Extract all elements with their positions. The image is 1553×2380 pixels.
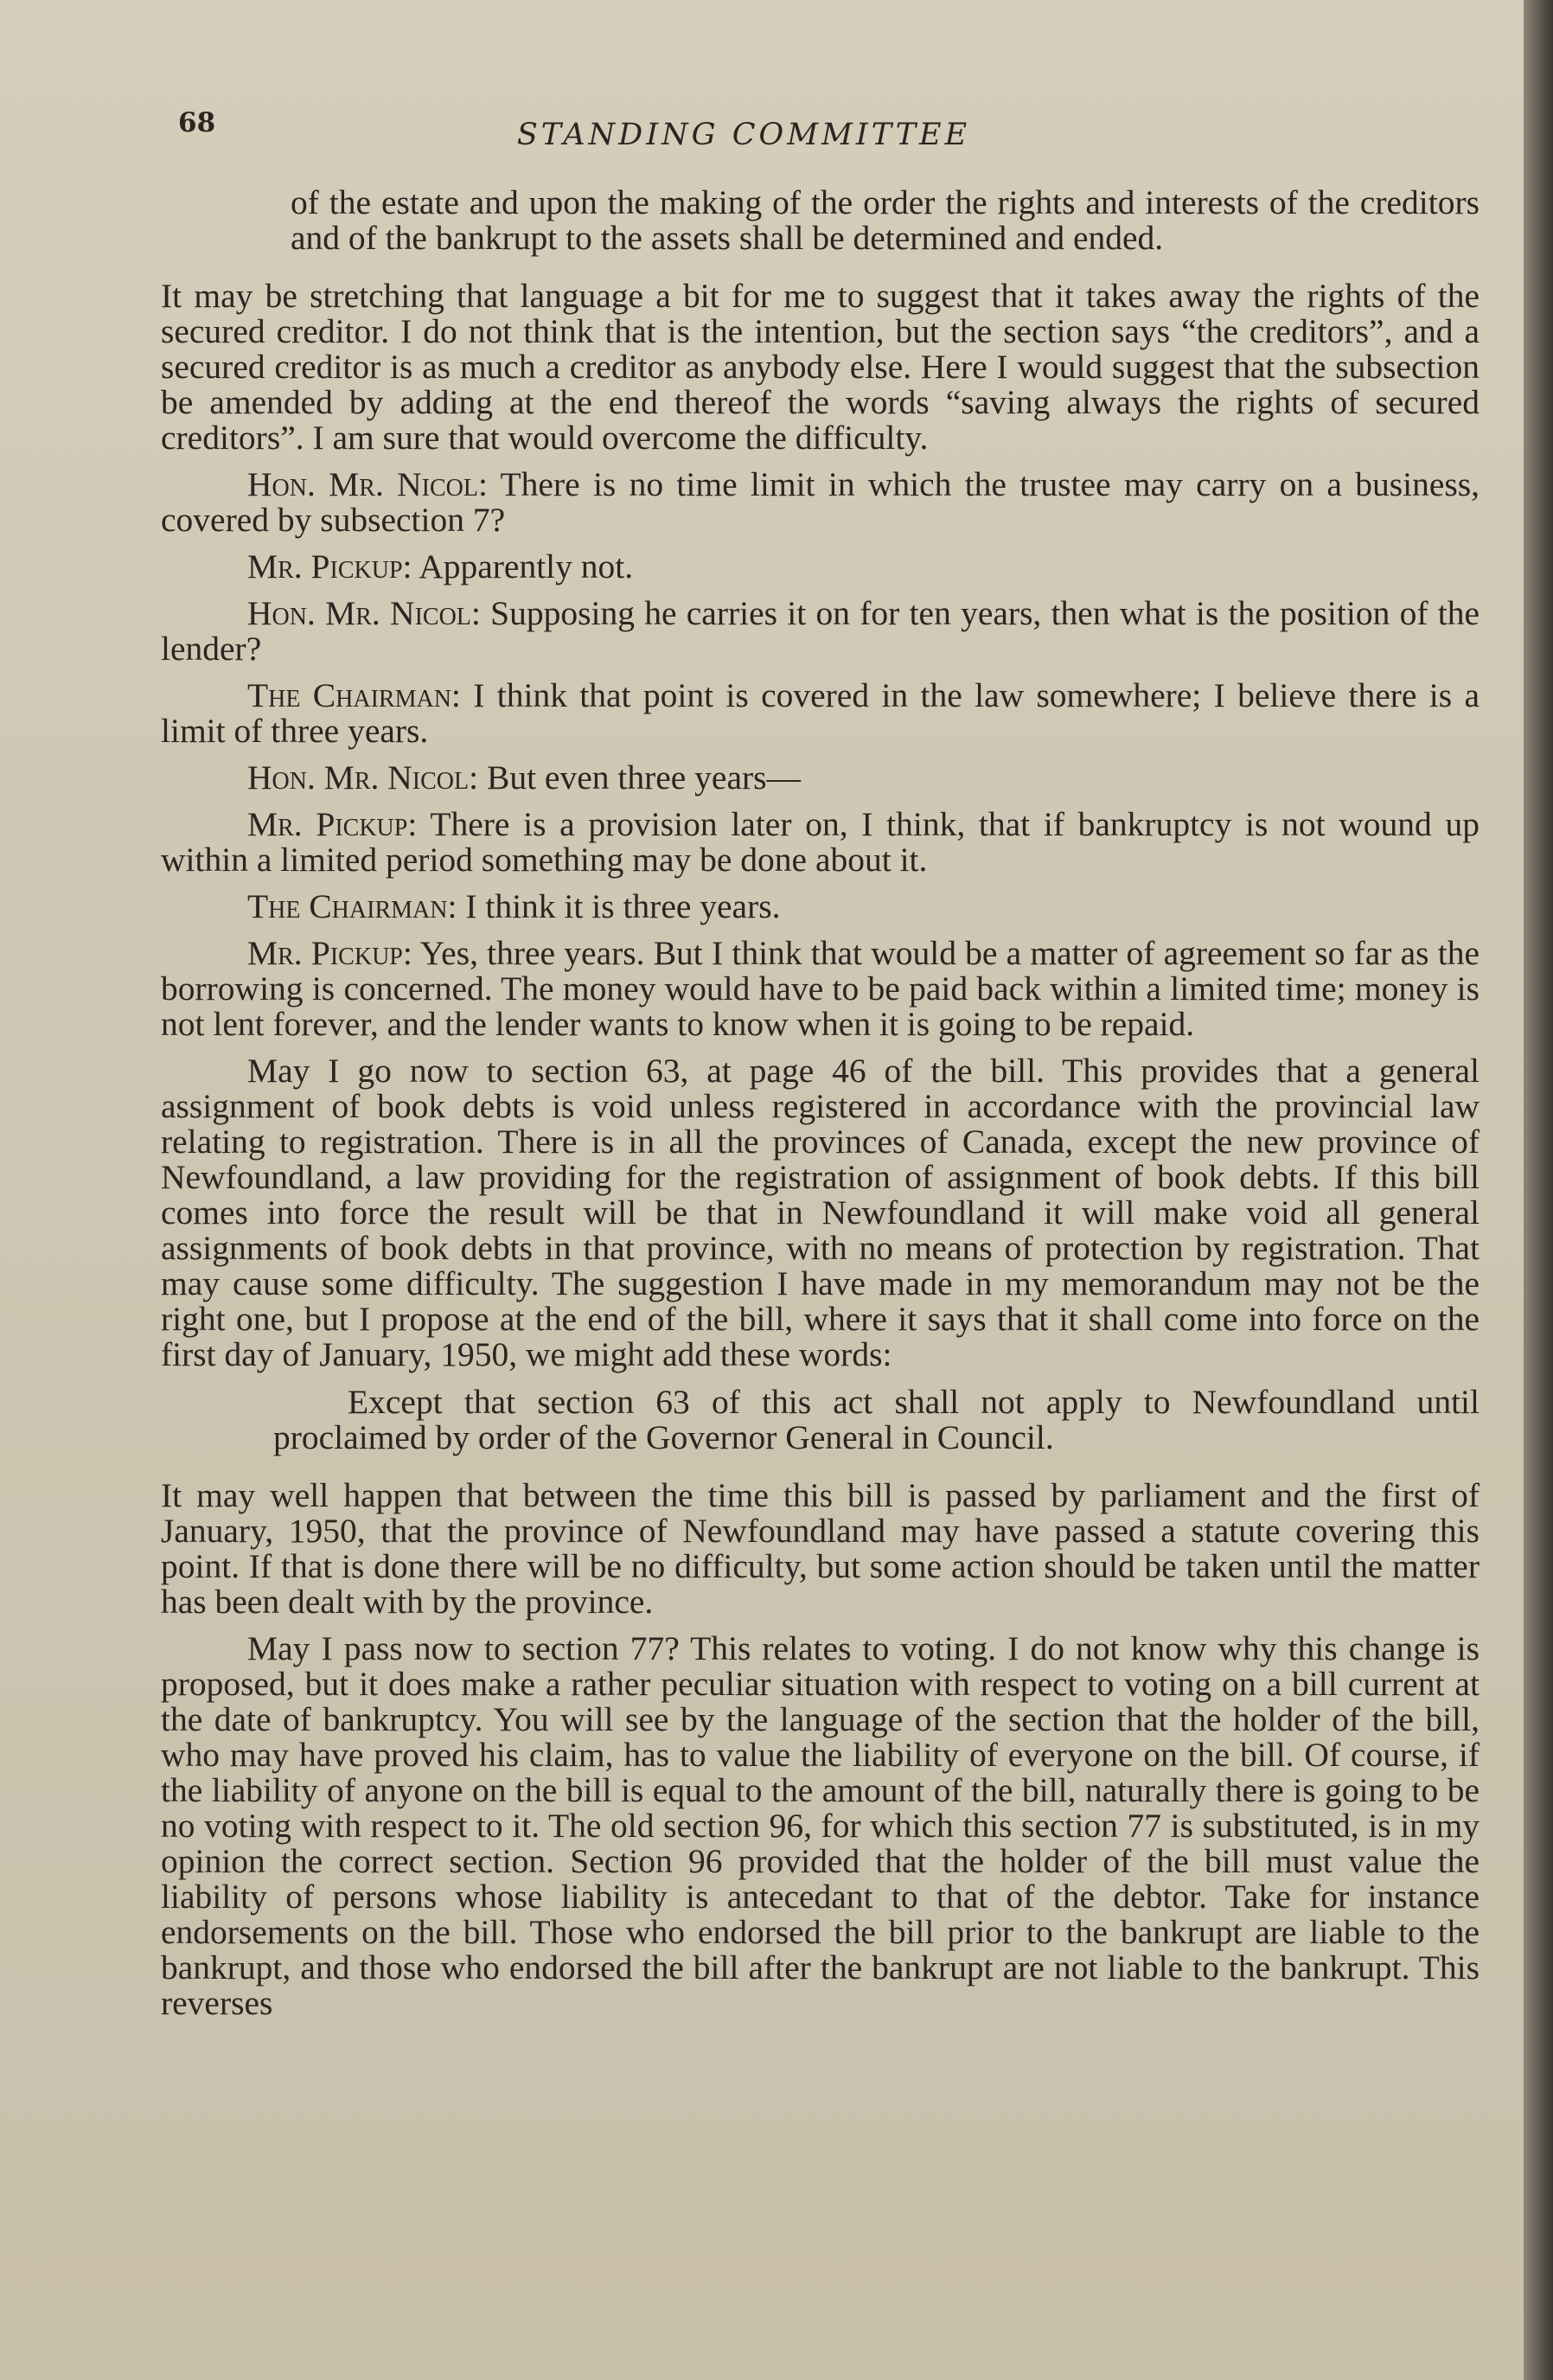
paragraph	[161, 1478, 1480, 1620]
speech	[161, 596, 1480, 667]
speech	[161, 889, 1480, 924]
speech-text: Yes, three years. But I think that would be a matter of agreement so far as the borrowing is concerned. The money would have to be paid back within a limited time; money is not lent forever, and the lender wants to know when it is going to be repaid.	[161, 934, 1480, 1043]
speech	[161, 549, 1480, 585]
speech-text: I think that point is covered in the law somewhere; I believe there is a limit of three years.	[161, 676, 1480, 750]
speech-text: There is no time limit in which the trustee may carry on a business, covered by subsection 7?	[161, 465, 1480, 539]
paragraph-text: May I go now to section 63, at page 46 of the bill. This provides that a general assignment of book debts is void unless registered in accordance with the provincial law relating to registration. There is in all the provinces of Canada, except the new province of Newfoundland, a law providing for the registration of assignment of book debts. If this bill comes into force the result will be that in Newfoundland it will make void all general assignments of book debts in that province, with no means of protection by registration. That may cause some difficulty. The suggestion I have made in my memorandum may not be the right one, but I propose at the end of the bill, where it says that it shall come into force on the first day of January, 1950, we might add these words:	[161, 1052, 1480, 1373]
speaker-name: Mr. Pickup:	[247, 805, 418, 843]
paragraph	[161, 278, 1480, 456]
speaker-name: The Chairman:	[247, 887, 457, 925]
body-text	[161, 185, 1480, 2032]
paragraph	[161, 1631, 1480, 2021]
paragraph-text: May I pass now to section 77? This relates to voting. I do not know why this change is proposed, but it does make a rather peculiar situation with respect to voting on a bill current at the date of bankruptcy. You will see by the language of the section that the holder of the bill, who may have proved his claim, has to value the liability of everyone on the bill. Of course, if the liability of anyone on the bill is equal to the amount of the bill, naturally there is going to be no voting with respect to it. The old section 96, for which this section 77 is substituted, is in my opinion the correct section. Section 96 provided that the holder of the bill must value the liability of persons whose liability is antecedant to that of the debtor. Take for instance endorsements on the bill. Those who endorsed the bill prior to the bankrupt are liable to the bankrupt, and those who endorsed the bill after the bankrupt are not liable to the bankrupt. This reverses	[161, 1629, 1480, 2022]
speaker-name: Hon. Mr. Nicol:	[247, 465, 488, 503]
speaker-name: Mr. Pickup:	[247, 547, 412, 585]
block-quote	[161, 1385, 1480, 1456]
paragraph-quote-continuation	[161, 185, 1480, 256]
running-head: STANDING COMMITTEE	[516, 118, 971, 152]
speech	[161, 936, 1480, 1042]
page-edge-shadow	[1524, 0, 1553, 2380]
speech-text: There is a provision later on, I think, that if bankruptcy is not wound up within a limited period something may be done about it.	[161, 805, 1480, 879]
speech-text: Apparently not.	[419, 547, 634, 585]
speech-text: But even three years—	[486, 758, 802, 797]
paragraph-text: It may be stretching that language a bit for me to suggest that it takes away the rights of the secured creditor. I do not think that is the intention, but the section says “the creditors”, and a secured creditor is as much a creditor as anybody else. Here I would suggest that the subsection be amended by adding at the end thereof the words “saving always the rights of secured creditors”. I am sure that would overcome the difficulty.	[161, 277, 1480, 457]
paragraph	[161, 1053, 1480, 1372]
speech	[161, 678, 1480, 749]
speaker-name: The Chairman:	[247, 676, 461, 714]
speech-text: Supposing he carries it on for ten years, then what is the position of the lender?	[161, 594, 1480, 668]
paragraph-text: of the estate and upon the making of the order the rights and interests of the creditors and of the bankrupt to the assets shall be determined and ended.	[291, 183, 1480, 257]
speech	[161, 467, 1480, 538]
quote-text: Except that section 63 of this act shall not apply to Newfoundland until proclaimed by order of the Governor General in Council.	[273, 1383, 1480, 1456]
paragraph-text: It may well happen that between the time this bill is passed by parliament and the first of January, 1950, that the province of Newfoundland may have passed a statute covering this point. If that is done there will be no difficulty, but some action should be taken until the matter has been dealt with by the province.	[161, 1476, 1480, 1621]
page-number: 68	[178, 107, 216, 138]
speaker-name: Hon. Mr. Nicol:	[247, 594, 481, 632]
speech	[161, 807, 1480, 878]
speaker-name: Mr. Pickup:	[247, 934, 412, 972]
speech-text: I think it is three years.	[465, 887, 781, 925]
speech	[161, 760, 1480, 796]
speaker-name: Hon. Mr. Nicol:	[247, 758, 479, 797]
